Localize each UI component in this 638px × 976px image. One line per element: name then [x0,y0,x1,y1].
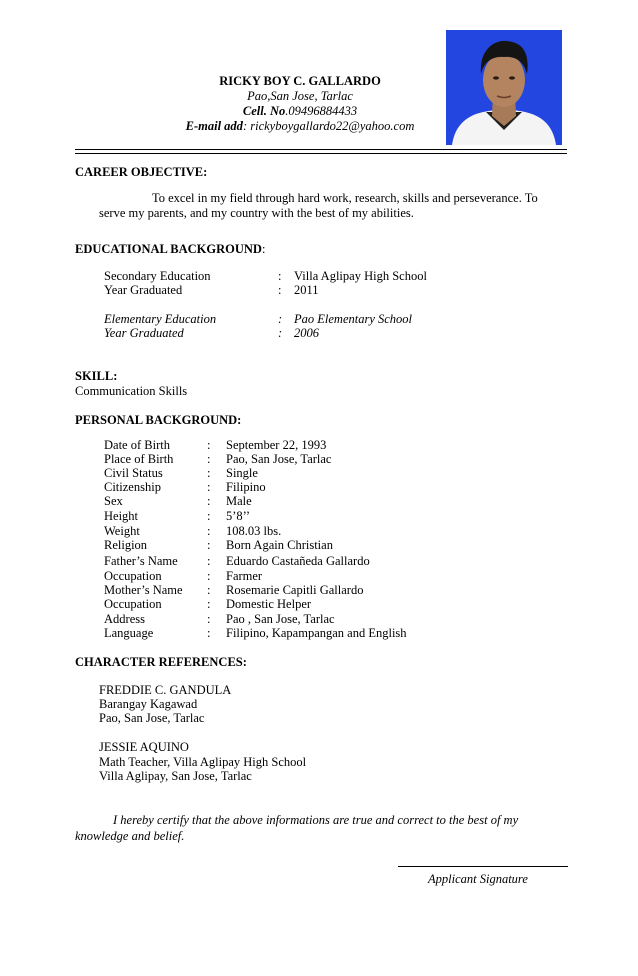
applicant-name: RICKY BOY C. GALLARDO [219,74,381,88]
personal-background-title: PERSONAL BACKGROUND: [75,413,242,427]
personal-label: Height [104,509,139,523]
reference-name: JESSIE AQUINO [99,740,189,754]
signature-line [398,866,568,867]
personal-label: Occupation [104,569,162,583]
personal-label: Citizenship [104,480,161,494]
career-objective-line-1: To excel in my field through hard work, research, skills and perseverance. To [152,191,538,205]
personal-value: Eduardo Castañeda Gallardo [226,554,370,568]
personal-value: Male [226,494,252,508]
personal-separator: : [207,538,211,552]
education-value: Villa Aglipay High School [294,269,427,283]
reference-position: Math Teacher, Villa Aglipay High School [99,755,307,769]
personal-separator: : [207,554,211,568]
personal-value: Filipino, Kapampangan and English [226,626,407,640]
email-label: E-mail add [185,119,243,133]
applicant-address: Pao,San Jose, Tarlac [247,89,353,103]
education-label: Year Graduated [104,283,183,297]
education-value: 2011 [294,283,319,297]
education-value: Pao Elementary School [294,312,413,326]
certification-line-2: knowledge and belief. [75,829,185,843]
personal-separator: : [207,438,211,452]
education-label: Elementary Education [104,312,217,326]
personal-label: Weight [104,524,140,538]
personal-value: Domestic Helper [226,597,312,611]
personal-value: 108.03 lbs. [226,524,282,538]
portrait-illustration [446,30,562,145]
reference-position: Barangay Kagawad [99,697,198,711]
header-divider-bottom [75,153,567,154]
personal-value: Filipino [226,480,266,494]
reference-address: Villa Aglipay, San Jose, Tarlac [99,769,252,783]
skill-value: Communication Skills [75,384,188,398]
education-label: Year Graduated [104,326,184,340]
educational-background-colon: : [261,242,266,256]
personal-separator: : [207,466,211,480]
education-separator: : [278,326,283,340]
email-value: : rickyboygallardo22@yahoo.com [242,119,415,133]
education-separator: : [278,312,283,326]
personal-separator: : [207,569,211,583]
character-references-title: CHARACTER REFERENCES: [75,655,247,669]
personal-label: Mother’s Name [104,583,183,597]
reference-name: FREDDIE C. GANDULA [99,683,232,697]
career-objective-title: CAREER OBJECTIVE: [75,165,208,179]
educational-background-label: EDUCATIONAL BACKGROUND [75,242,262,256]
personal-value: Single [226,466,258,480]
cell-value: .09496884433 [285,104,358,118]
personal-label: Father’s Name [104,554,178,568]
personal-separator: : [207,524,211,538]
personal-separator: : [207,583,211,597]
applicant-photo [446,30,562,145]
personal-label: Date of Birth [104,438,170,452]
personal-value: September 22, 1993 [226,438,327,452]
cell-number-line [150,104,450,119]
personal-label: Civil Status [104,466,163,480]
personal-label: Religion [104,538,148,552]
personal-separator: : [207,626,211,640]
skill-title: SKILL: [75,369,118,383]
personal-separator: : [207,494,211,508]
personal-value: Pao , San Jose, Tarlac [226,612,335,626]
personal-value: Born Again Christian [226,538,333,552]
personal-separator: : [207,509,211,523]
education-label: Secondary Education [104,269,211,283]
reference-address: Pao, San Jose, Tarlac [99,711,205,725]
certification-line-1: I hereby certify that the above informations are true and correct to the best of my [113,813,519,827]
educational-background-title [75,242,265,257]
personal-value: 5’8’’ [226,509,251,523]
cell-label: Cell. No [242,104,286,118]
personal-label: Language [104,626,154,640]
personal-label: Sex [104,494,123,508]
personal-separator: : [207,452,211,466]
education-separator: : [278,283,282,297]
header-divider-top [75,149,567,150]
personal-separator: : [207,612,211,626]
personal-value: Farmer [226,569,263,583]
personal-label: Address [104,612,145,626]
education-separator: : [278,269,282,283]
personal-label: Occupation [104,597,162,611]
career-objective-line-2: serve my parents, and my country with the best of my abilities. [99,206,414,220]
personal-value: Pao, San Jose, Tarlac [226,452,332,466]
personal-separator: : [207,597,211,611]
personal-value: Rosemarie Capitli Gallardo [226,583,364,597]
personal-label: Place of Birth [104,452,174,466]
email-line [150,119,450,134]
resume-header [150,74,450,134]
education-value: 2006 [294,326,319,340]
personal-separator: : [207,480,211,494]
applicant-signature-label: Applicant Signature [428,872,528,886]
